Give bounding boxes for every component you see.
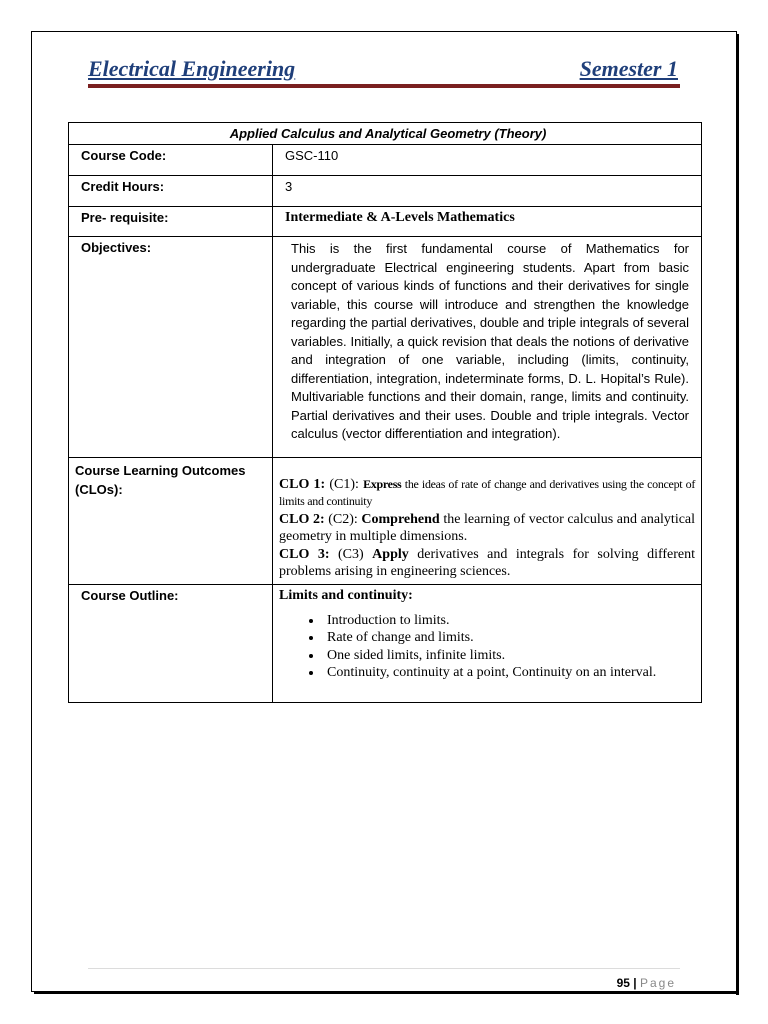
list-item: • One sided limits, infinite limits. [323,647,695,665]
clo-2-text: the learning of vector calculus and analytical geometry in multiple dimensions. [279,511,696,544]
header-semester: Semester 1 [579,56,678,81]
objectives-cell [273,237,702,458]
page-number: 95 [616,976,630,990]
list-item: • Continuity, continuity at a point, Continuity on an interval. [323,664,695,682]
clo-3-text: derivatives and integrals for solving different problems arising in engineering sciences. [279,546,696,579]
page-shadow-right [736,34,739,995]
credit-hours-label: Credit Hours: [69,176,273,207]
outline-list [279,612,695,682]
clo-cell [273,457,702,584]
header-department: Electrical Engineering [88,56,296,81]
clo-3-id: CLO 3: [279,546,330,562]
header-rule [88,84,680,88]
clo-2-verb: Comprehend [361,511,440,527]
credit-hours-value: 3 [273,176,702,207]
course-code-label: Course Code: [69,145,273,176]
objectives-label: Objectives: [69,237,273,458]
list-item: • Rate of change and limits. [323,629,695,647]
objectives-text: This is the first fundamental course of Mathematics for undergraduate Electrical engineering students. Apart from basic concept of various kinds of functions and their derivatives for single variable, this course will introduce and strengthen the knowledge regarding the partial derivatives, double and triple integrals of several variables. Initially, a quick revision that deals the notions of derivative and integration of one variable, including (limits, continuity, differentiation, integration, indeterminate forms, D. L. Hopital’s Rule). Multivariable functions and their domain, range, limits and continuity. Partial derivatives and their uses. Double and triple integrals. Vector calculus (vector differentiation and integration). [291,241,690,441]
prerequisite-value: Intermediate & A-Levels Mathematics [273,207,702,237]
clo-3-level: (C3) [338,546,364,562]
table-row-objectives [69,237,702,458]
clo-label: Course Learning Outcomes (CLOs): [69,457,273,584]
page-word: Page [639,976,676,990]
course-table [68,122,702,703]
course-code-value: GSC-110 [273,145,702,176]
page-shadow-bottom [34,991,739,994]
prerequisite-label: Pre- requisite: [69,207,273,237]
clo-3 [279,546,695,581]
table-row-prereq [69,207,702,237]
table-row-credit [69,176,702,207]
page-footer [617,976,676,990]
course-title: Applied Calculus and Analytical Geometry (Theory) [69,123,702,145]
course-outline-cell [273,584,702,702]
clo-2-id: CLO 2: [279,511,325,527]
outline-heading: Limits and continuity: [279,587,413,603]
clo-2 [279,511,695,546]
clo-1-id: CLO 1: [279,476,326,492]
clo-1-text: the ideas of rate of change and derivatives using the concept of limits and continuity [279,476,696,508]
footer-rule [88,968,680,969]
clo-1-level: (C1): [329,476,359,492]
table-row-clos [69,457,702,584]
footer-separator: | [633,976,637,990]
clo-3-verb: Apply [372,546,409,562]
clo-list [279,461,695,581]
course-outline-label: Course Outline: [69,584,273,702]
clo-2-level: (C2): [328,511,358,527]
table-row-title [69,123,702,145]
clo-1 [279,476,695,511]
list-item: • Introduction to limits. [323,612,695,630]
table-row-code [69,145,702,176]
clo-1-verb: Express [363,476,402,491]
table-row-outline [69,584,702,702]
